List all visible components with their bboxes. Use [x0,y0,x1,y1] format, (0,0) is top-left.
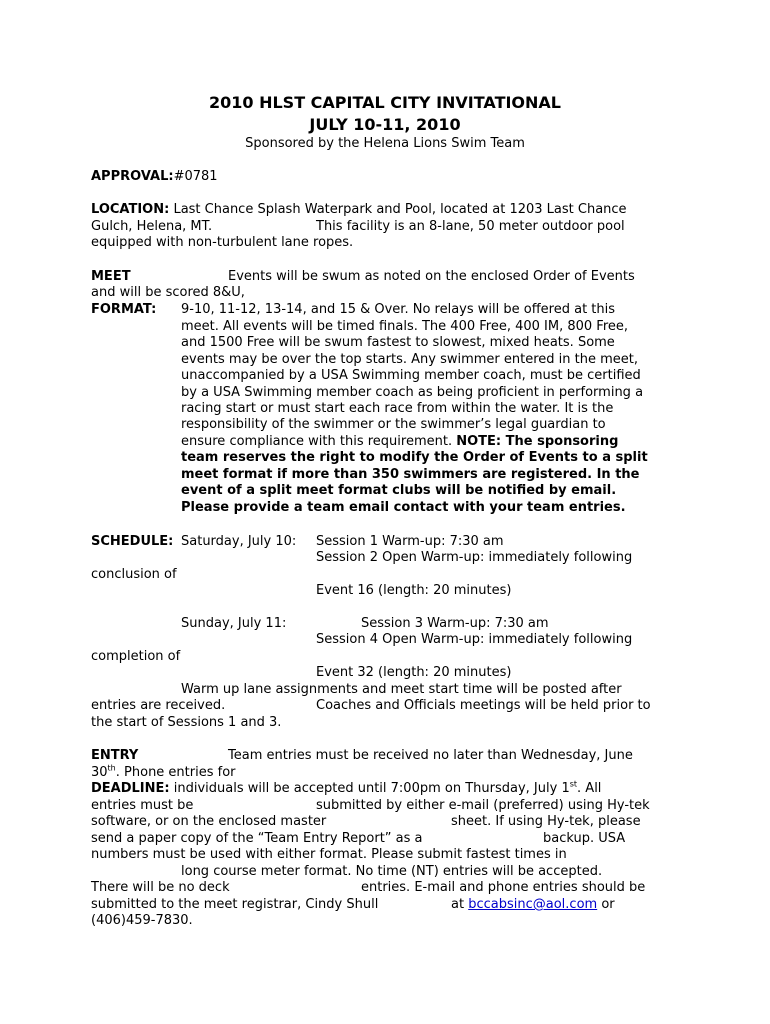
note-bold-line: event of a split meet format clubs will be notified by email. [181,483,617,498]
sunday-event: Event 32 (length: 20 minutes) [316,665,512,680]
format-line: by a USA Swimming member coach as being proficient in performing a [181,385,644,400]
warmup-note-2b: Coaches and Officials meetings will be held prior to [316,698,651,713]
entry-line-6a: send a paper copy of the “Team Entry Report” as a [91,831,423,846]
format-line: racing start or must start each race from within the water. It is the [181,401,614,416]
schedule-label: SCHEDULE: [91,534,174,549]
approval-label: APPROVAL: [91,169,174,184]
meet-title: 2010 HLST CAPITAL CITY INVITATIONAL [208,93,561,112]
session-2-warmup: Session 2 Open Warm-up: immediately following [316,550,633,565]
entry-line-5a: software, or on the enclosed master [91,814,327,829]
deadline-label: DEADLINE: [91,781,170,796]
deadline-line: DEADLINE: individuals will be accepted until 7:00pm on Thursday, July 1st. All [91,779,602,796]
session-1-warmup: Session 1 Warm-up: 7:30 am [316,534,504,549]
entry-label: ENTRY [91,748,139,763]
registrar-email-link[interactable]: bccabsinc@aol.com [468,897,598,912]
format-line: responsibility of the swimmer or the swimmer’s legal guardian to [181,417,606,432]
sunday-continuation: completion of [91,649,181,664]
format-line: meet. All events will be timed finals. The 400 Free, 400 IM, 800 Free, [181,319,629,334]
format-label: FORMAT: [91,302,157,317]
entry-line-10b: at bccabsinc@aol.com or [451,897,615,912]
registrar-phone: (406)459-7830. [91,913,193,928]
entry-line-2: 30th. Phone entries for [91,763,236,780]
format-line: and 1500 Free will be swum fastest to slowest, mixed heats. Some [181,335,615,350]
location-line-2a: Gulch, Helena, MT. [91,219,213,234]
entry-line-4a: entries must be [91,798,194,813]
note-bold-line: meet format if more than 350 swimmers are registered. In the [181,467,640,482]
note-bold-line: team reserves the right to modify the Order of Events to a split [181,450,648,465]
approval-value: #0781 [173,169,218,184]
entry-line-9b: entries. E-mail and phone entries should be [361,880,646,895]
session-4-warmup: Session 4 Open Warm-up: immediately following [316,632,633,647]
entry-line-7: numbers must be used with either format. Please submit fastest times in [91,847,567,862]
approval-line [91,169,218,185]
meet-label: MEET [91,269,131,284]
warmup-note-1: Warm up lane assignments and meet start time will be posted after [181,682,622,697]
format-line: 9-10, 11-12, 13-14, and 15 & Over. No relays will be offered at this [181,302,616,317]
entry-line-10a: submitted to the meet registrar, Cindy Shull [91,897,379,912]
meet-dates: JULY 10-11, 2010 [309,115,461,134]
meet-line-2: and will be scored 8&U, [91,285,245,300]
session-3-warmup: Session 3 Warm-up: 7:30 am [361,616,549,631]
saturday-continuation: conclusion of [91,567,177,582]
location-line-3: equipped with non-turbulent lane ropes. [91,235,354,250]
entry-line-1: Team entries must be received no later than Wednesday, June [228,748,633,763]
sunday-label: Sunday, July 11: [181,616,287,631]
location-line-1: LOCATION: Last Chance Splash Waterpark and Pool, located at 1203 Last Chance [91,202,627,217]
location-label: LOCATION: [91,202,170,217]
warmup-note-2a: entries are received. [91,698,226,713]
entry-line-5b: sheet. If using Hy-tek, please [451,814,641,829]
entry-line-4b: submitted by either e-mail (preferred) using Hy-tek [316,798,650,813]
saturday-event: Event 16 (length: 20 minutes) [316,583,512,598]
entry-line-6b: backup. USA [543,831,626,846]
sponsor-line: Sponsored by the Helena Lions Swim Team [245,136,525,151]
format-note-line: ensure compliance with this requirement. NOTE: The sponsoring [181,434,619,449]
location-line-2b: This facility is an 8-lane, 50 meter outdoor pool [316,219,625,234]
format-line: unaccompanied by a USA Swimming member coach, must be certified [181,368,641,383]
entry-line-9a: There will be no deck [91,880,230,895]
note-label: NOTE: The sponsoring [456,434,619,449]
format-line: events may be over the top starts. Any swimmer entered in the meet, [181,352,638,367]
warmup-note-3: the start of Sessions 1 and 3. [91,715,282,730]
note-bold-line: Please provide a team email contact with your team entries. [181,500,626,515]
saturday-label: Saturday, July 10: [181,534,297,549]
entry-line-8: long course meter format. No time (NT) entries will be accepted. [181,864,603,879]
meet-line-1: Events will be swum as noted on the enclosed Order of Events [228,269,635,284]
